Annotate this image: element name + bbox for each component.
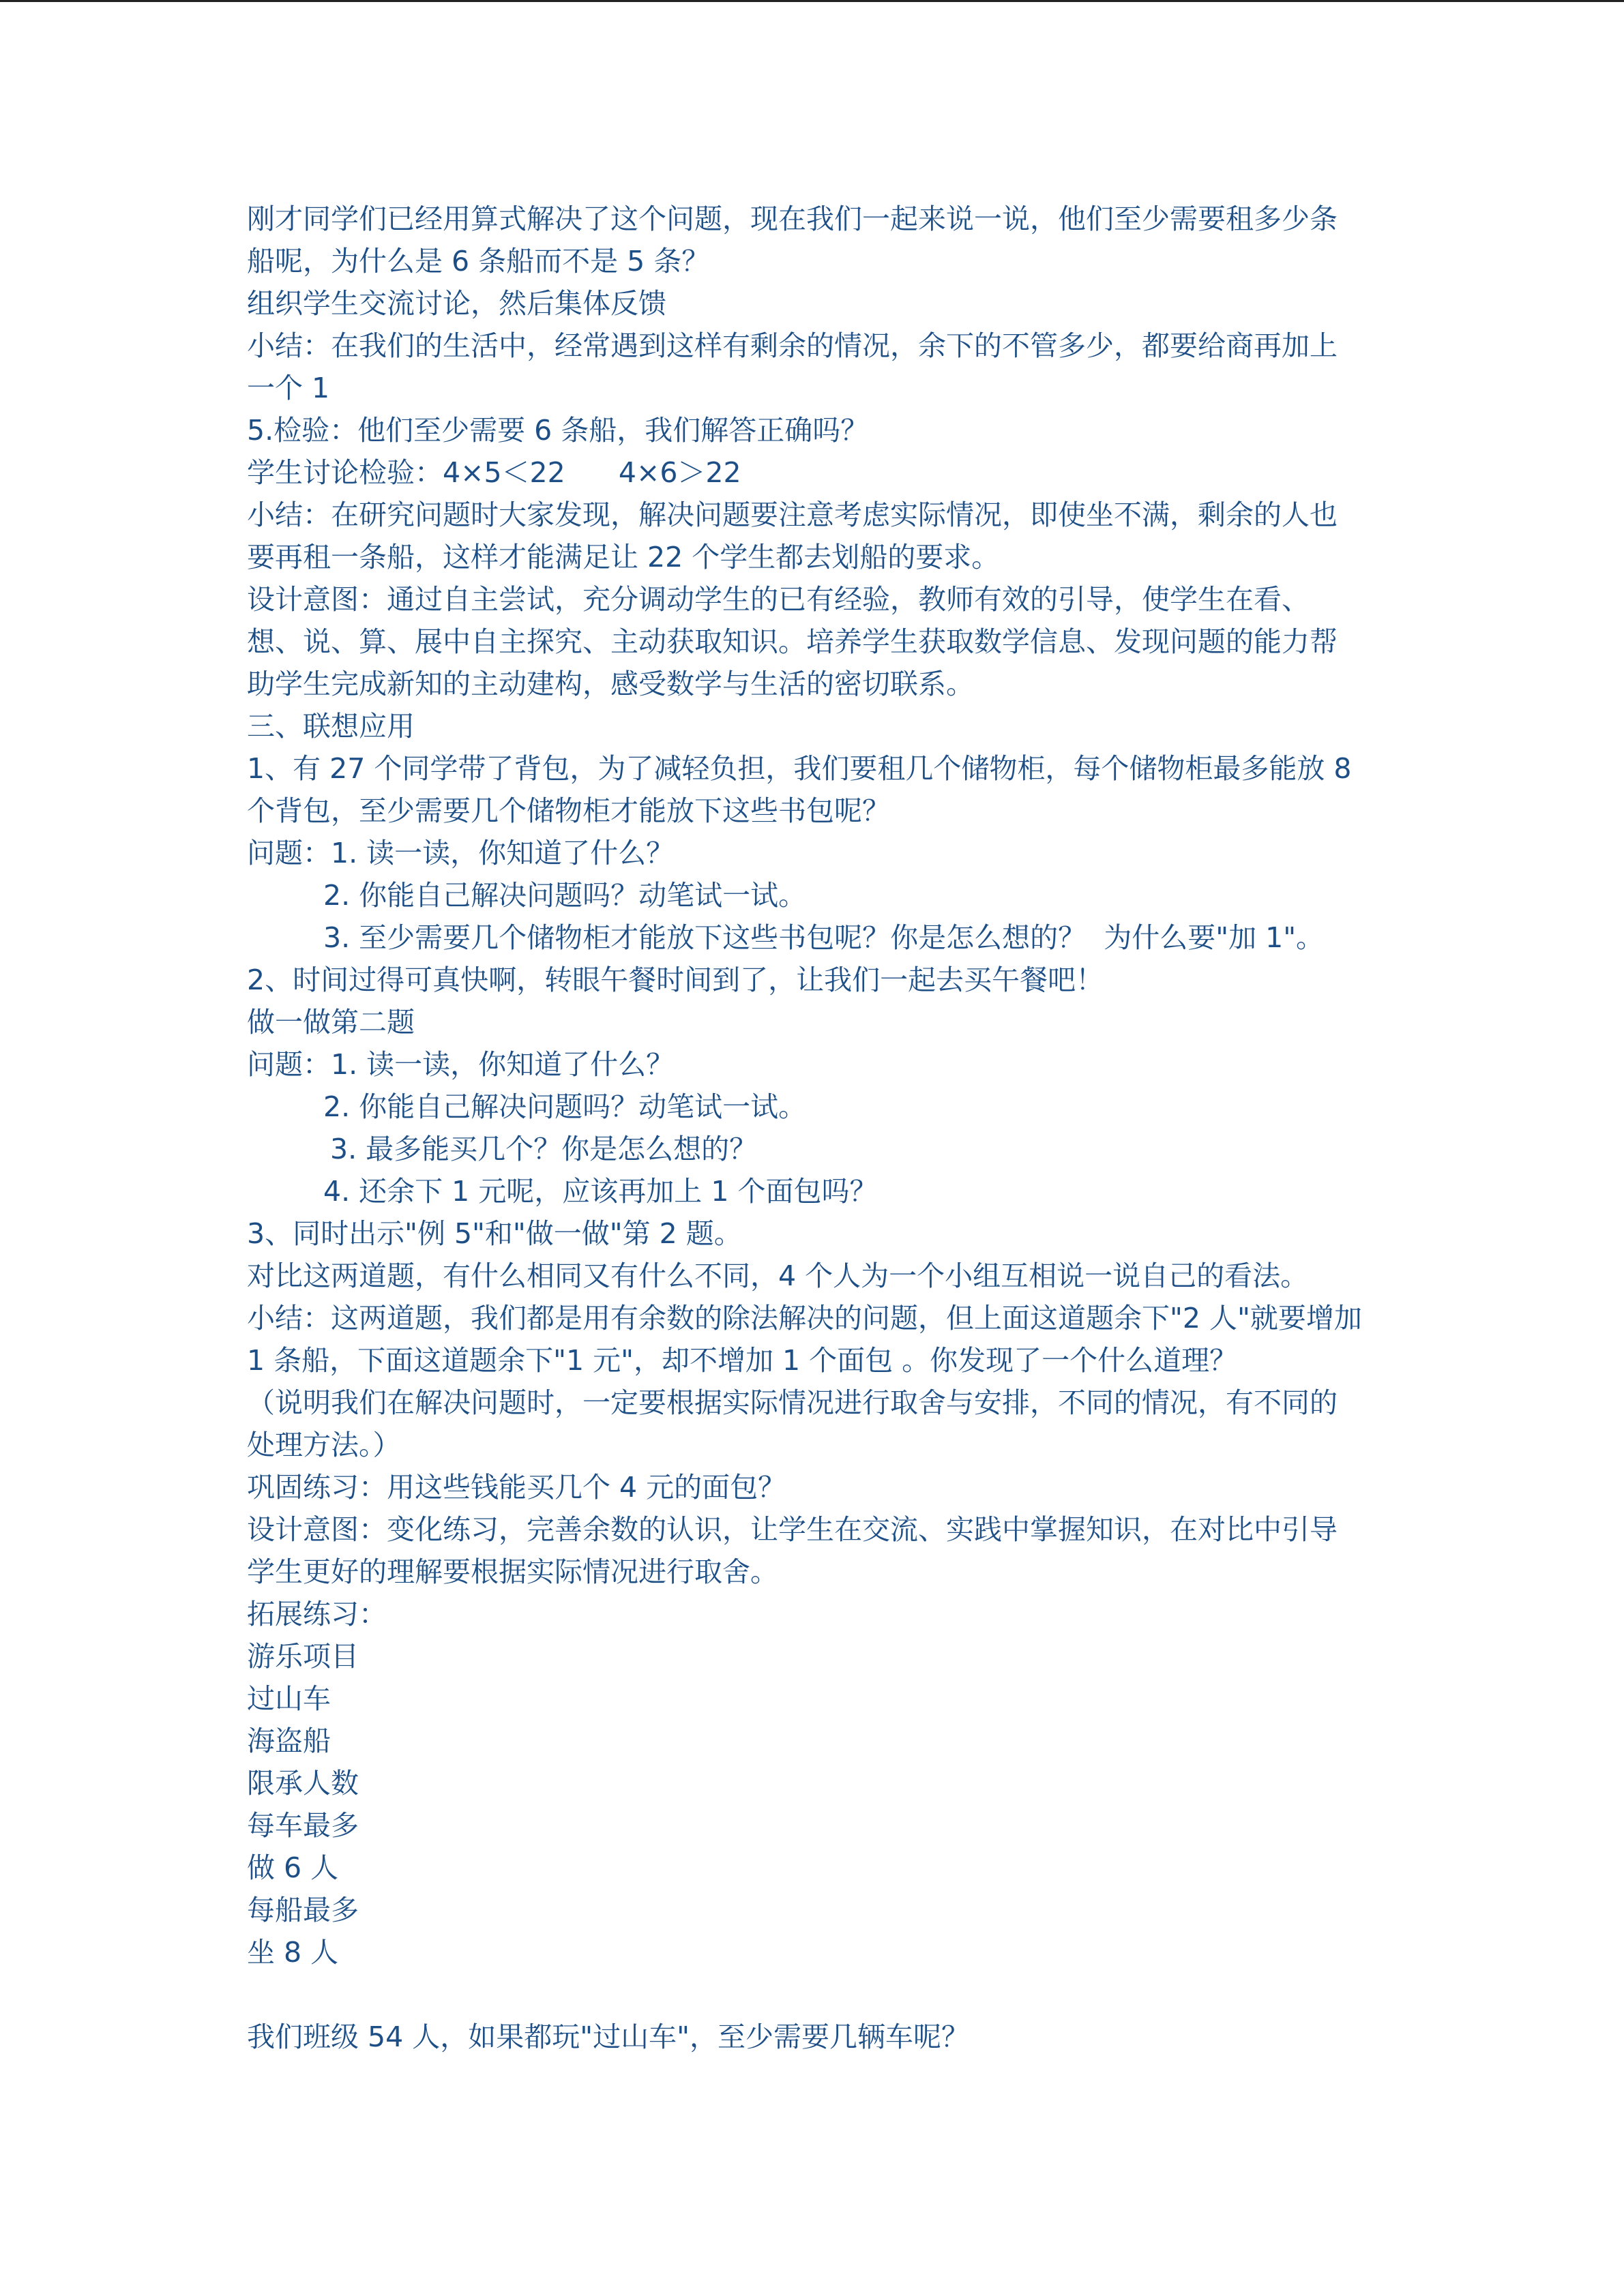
paragraph-line: 设计意图：变化练习，完善余数的认识，让学生在交流、实践中掌握知识，在对比中引导	[247, 1513, 1338, 1546]
paragraph-line: 1、有 27 个同学带了背包，为了减轻负担，我们要租几个储物柜，每个储物柜最多能放 8	[247, 752, 1352, 785]
paragraph-line: 要再租一条船，这样才能满足让 22 个学生都去划船的要求。	[247, 541, 1000, 573]
paragraph-line: 2、时间过得可真快啊，转眼午餐时间到了，让我们一起去买午餐吧！	[247, 964, 1104, 996]
paragraph-line: 学生更好的理解要根据实际情况进行取舍。	[247, 1555, 778, 1588]
question-line: 2. 你能自己解决问题吗？动笔试一试。	[323, 879, 807, 912]
paragraph-line: 组织学生交流讨论，然后集体反馈	[247, 287, 666, 320]
list-item: 做 6 人	[247, 1851, 339, 1884]
paragraph-line: 设计意图：通过自主尝试，充分调动学生的已有经验，教师有效的引导，使学生在看、	[247, 583, 1310, 616]
list-item: 每车最多	[247, 1809, 359, 1842]
question-line: 3. 至少需要几个储物柜才能放下这些书包呢？你是怎么想的？ 为什么要"加 1"。	[323, 921, 1325, 954]
paragraph-line: 刚才同学们已经用算式解决了这个问题，现在我们一起来说一说，他们至少需要租多少条	[247, 203, 1338, 235]
paragraph-line: 个背包，至少需要几个储物柜才能放下这些书包呢？	[247, 794, 890, 827]
paragraph-line: 处理方法。）	[247, 1429, 401, 1461]
paragraph-line: 巩固练习：用这些钱能买几个 4 元的面包？	[247, 1471, 786, 1504]
paragraph-line: 做一做第二题	[247, 1006, 415, 1039]
list-item: 过山车	[247, 1682, 331, 1715]
paragraph-line: 小结：在我们的生活中，经常遇到这样有剩余的情况，余下的不管多少，都要给商再加上	[247, 329, 1338, 362]
paragraph-line: 我们班级 54 人，如果都玩"过山车"，至少需要几辆车呢？	[247, 2021, 969, 2053]
question-line: 问题：1. 读一读，你知道了什么？	[247, 837, 675, 869]
paragraph-line: 想、说、算、展中自主探究、主动获取知识。培养学生获取数学信息、发现问题的能力帮	[247, 625, 1338, 658]
paragraph-line: 一个 1	[247, 372, 330, 404]
paragraph-line: 小结：在研究问题时大家发现，解决问题要注意考虑实际情况，即使坐不满，剩余的人也	[247, 498, 1338, 531]
paragraph-line: 船呢，为什么是 6 条船而不是 5 条？	[247, 245, 710, 278]
paragraph-line: 3、同时出示"例 5"和"做一做"第 2 题。	[247, 1217, 742, 1250]
question-line: 3. 最多能买几个？你是怎么想的？	[330, 1133, 758, 1165]
paragraph-line: 学生讨论检验：4×5＜22 4×6＞22	[247, 456, 741, 489]
paragraph-line: 对比这两道题，有什么相同又有什么不同，4 个人为一个小组互相说一说自己的看法。	[247, 1259, 1309, 1292]
paragraph-line: 小结：这两道题，我们都是用有余数的除法解决的问题，但上面这道题余下"2 人"就要增加	[247, 1302, 1362, 1335]
section-heading: 三、联想应用	[247, 710, 415, 743]
document-body	[247, 198, 1379, 2058]
list-item: 坐 8 人	[247, 1936, 339, 1969]
list-item: 海盗船	[247, 1725, 331, 1757]
list-item: 游乐项目	[247, 1640, 359, 1673]
question-line: 2. 你能自己解决问题吗？动笔试一试。	[323, 1090, 807, 1123]
paragraph-line: 拓展练习：	[247, 1598, 387, 1630]
list-item: 每船最多	[247, 1894, 359, 1926]
page-top-border	[0, 0, 1624, 2]
paragraph-line: （说明我们在解决问题时，一定要根据实际情况进行取舍与安排，不同的情况，有不同的	[247, 1386, 1338, 1419]
question-line: 4. 还余下 1 元呢，应该再加上 1 个面包吗？	[323, 1175, 878, 1208]
list-item: 限承人数	[247, 1767, 359, 1800]
paragraph-line: 5.检验：他们至少需要 6 条船，我们解答正确吗？	[247, 414, 869, 447]
paragraph-line: 1 条船，下面这道题余下"1 元"，却不增加 1 个面包 。你发现了一个什么道理？	[247, 1344, 1238, 1377]
question-line: 问题：1. 读一读，你知道了什么？	[247, 1048, 675, 1081]
paragraph-line: 助学生完成新知的主动建构，感受数学与生活的密切联系。	[247, 668, 974, 700]
blank-line	[247, 1973, 1379, 2016]
